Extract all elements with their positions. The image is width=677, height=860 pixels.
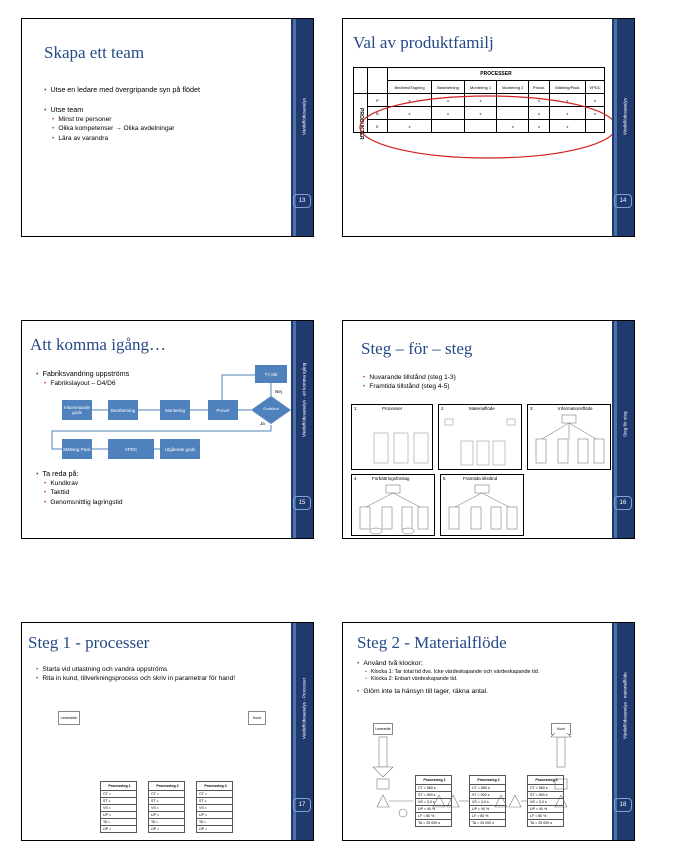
table-cell: x <box>497 120 529 133</box>
table-cell: x <box>388 120 432 133</box>
column-header: Bearbetning <box>432 81 465 94</box>
flow-arrows <box>22 321 292 471</box>
bullet: • Använd två klockor; <box>357 659 609 669</box>
column-header: Montering 2 <box>497 81 529 94</box>
slide-title: Steg 1 - processer <box>28 633 150 652</box>
column-header: Montering 1 <box>464 81 496 94</box>
side-label: Värdeflödesanalys - materialflöde <box>622 671 628 739</box>
bullet: • Starta vid utlastning och vandra uppströms <box>36 665 288 674</box>
table-cell: x <box>529 107 549 120</box>
row-label: P <box>368 94 388 107</box>
side-label: Värdeflödesanalys <box>301 97 307 135</box>
column-header: VPDC <box>586 81 605 94</box>
side-label: Värdeflödesanalys - Processer <box>301 677 307 739</box>
process-table-1: Processteg 1 CT = ST = VS = UP = TA = OP = <box>100 781 137 833</box>
slide-17[interactable] <box>21 622 314 841</box>
side-label: Steg för steg <box>622 410 628 437</box>
step-box-3: 3 Informationsflöde <box>527 404 611 470</box>
bullet: • Fabriksvandring uppströms <box>36 369 236 379</box>
slide-title: Val av produktfamilj <box>353 33 494 52</box>
flow-box: Bearbetning <box>108 400 138 420</box>
sub-bullet: • Lära av varandra <box>44 134 294 143</box>
sub-bullet: • Kundkrav <box>36 479 236 488</box>
bullet: • Utse en ledare med övergripande syn på flödet <box>44 85 294 95</box>
table-cell: x <box>549 107 585 120</box>
sub-bullet: • Takttid <box>36 488 236 497</box>
slide-bullets <box>36 665 288 683</box>
process-table-3: Processteg 3 CT = ST = VS = UP = TA = OP = <box>196 781 233 833</box>
slide-title: Steg 2 - Materialflöde <box>357 633 507 652</box>
bullet: • Glöm inte ta hänsyn till lager, räkna antal. <box>357 687 609 697</box>
row-header: PRODUKTER <box>354 94 368 133</box>
flow-box: Provet <box>208 400 238 420</box>
step-box-4: 4 Förbättringsförslag <box>351 474 435 536</box>
slide-bullets <box>363 373 563 391</box>
sub-bullet: • Klocka 1: Tar total tid dvs. Icke värdeskapande och värdeskapande tid. <box>357 669 609 677</box>
flow-box: Montering <box>160 400 190 420</box>
sub-bullet: • Klocka 2: Enbart värdeskapande tid. <box>357 676 609 684</box>
page-number: 15 <box>293 496 311 510</box>
slide-bullets <box>357 659 609 696</box>
slide-title: Steg – för – steg <box>361 339 473 358</box>
flow-box: Utgående gods <box>160 439 200 459</box>
table-cell: x <box>529 120 549 133</box>
row-label: E <box>368 120 388 133</box>
process-table-2: Processteg 2 CT = 560 s ST = 900 s VS = 3,0 s UP = 90 % LF = 80 % TA = 25 000 s <box>469 775 506 827</box>
slide-14[interactable] <box>342 18 635 237</box>
column-header: Mätning/Pack <box>549 81 585 94</box>
slide-title: Att komma igång… <box>30 335 166 354</box>
step-box-1: 1 Processer <box>351 404 433 470</box>
bullet: • Ta reda på: <box>36 469 236 479</box>
slide-13[interactable] <box>21 18 314 237</box>
bullet: • Utse team <box>44 105 294 115</box>
flow-box: Rejekt <box>255 365 287 383</box>
table-cell: x <box>432 94 465 107</box>
sub-bullet: • Minst tre personer <box>44 115 294 124</box>
side-label: Värdeflödesanalys <box>622 97 628 135</box>
column-header: Bedömd/Tagning <box>388 81 432 94</box>
table-cell: x <box>529 94 549 107</box>
page-number: 16 <box>614 496 632 510</box>
table-cell: x <box>432 107 465 120</box>
side-label: Värdeflödesanalys - att komma igång <box>301 362 307 437</box>
table-cell: x <box>549 94 585 107</box>
sub-bullet: • Fabrikslayout – D4/D6 <box>36 379 236 388</box>
column-header: Provsl. <box>529 81 549 94</box>
flow-box: Mätning Pack <box>62 439 92 459</box>
highlight-ellipse <box>357 93 619 161</box>
flow-box: VPDC <box>108 439 154 459</box>
supplier-icon: Leverantör <box>373 723 393 735</box>
page-number: 17 <box>293 798 311 812</box>
bullet: • Nuvarande tillstånd (steg 1-3) <box>363 373 563 382</box>
table-cell: x <box>464 94 496 107</box>
page-number: 13 <box>293 194 311 208</box>
bullet: • Rita in kund, tillverkningsprocess och skriv in parametrar för hand! <box>36 674 288 683</box>
table-cell: x <box>388 94 432 107</box>
process-table-1: Processteg 1 CT = 560 s ST = 900 s VS = 3,0 s UP = 90 % LF = 80 % TA = 25 000 s <box>415 775 452 827</box>
customer-icon: Kund <box>551 723 571 735</box>
table-cell: x <box>388 107 432 120</box>
table-cell: x <box>549 120 585 133</box>
supplier-icon: Leverantör <box>58 711 80 725</box>
flow-box: Inkommande gods <box>62 400 92 420</box>
page-number: 14 <box>614 194 632 208</box>
ja-label: Ja <box>260 421 265 426</box>
row-label: B <box>368 107 388 120</box>
step-box-5: 5 Framtida tillstånd <box>440 474 524 536</box>
table-cell: x <box>586 94 605 107</box>
slide-16[interactable] <box>342 320 635 539</box>
slide-title: Skapa ett team <box>44 43 145 62</box>
slide-bullets <box>44 85 294 143</box>
table-header: PROCESSER <box>388 68 605 81</box>
table-cell: x <box>464 107 496 120</box>
diamond-label: Godkänd <box>263 407 279 411</box>
sub-bullet: • Genomsnittlig lagringstid <box>36 498 236 507</box>
page-number: 18 <box>614 798 632 812</box>
process-table-2: Processteg 2 CT = ST = VS = UP = TA = OP = <box>148 781 185 833</box>
step-box-2: 2 Materialflöde <box>438 404 522 470</box>
customer-icon: Kund <box>248 711 266 725</box>
bullet: • Framtida tillstånd (steg 4-5) <box>363 382 563 391</box>
sub-bullet: • Olika kompetenser → Olika avdelningar <box>44 124 294 133</box>
process-table-3: Processteg 3 CT = 560 s ST = 900 s VS = 3,0 s UP = 90 % LF = 80 % TA = 25 000 s <box>527 775 564 827</box>
table-cell: x <box>586 107 605 120</box>
nej-label: Nej <box>275 389 282 394</box>
slide-15[interactable] <box>21 320 314 539</box>
slide-bullets-bottom <box>36 469 236 507</box>
slide-18[interactable] <box>342 622 635 841</box>
